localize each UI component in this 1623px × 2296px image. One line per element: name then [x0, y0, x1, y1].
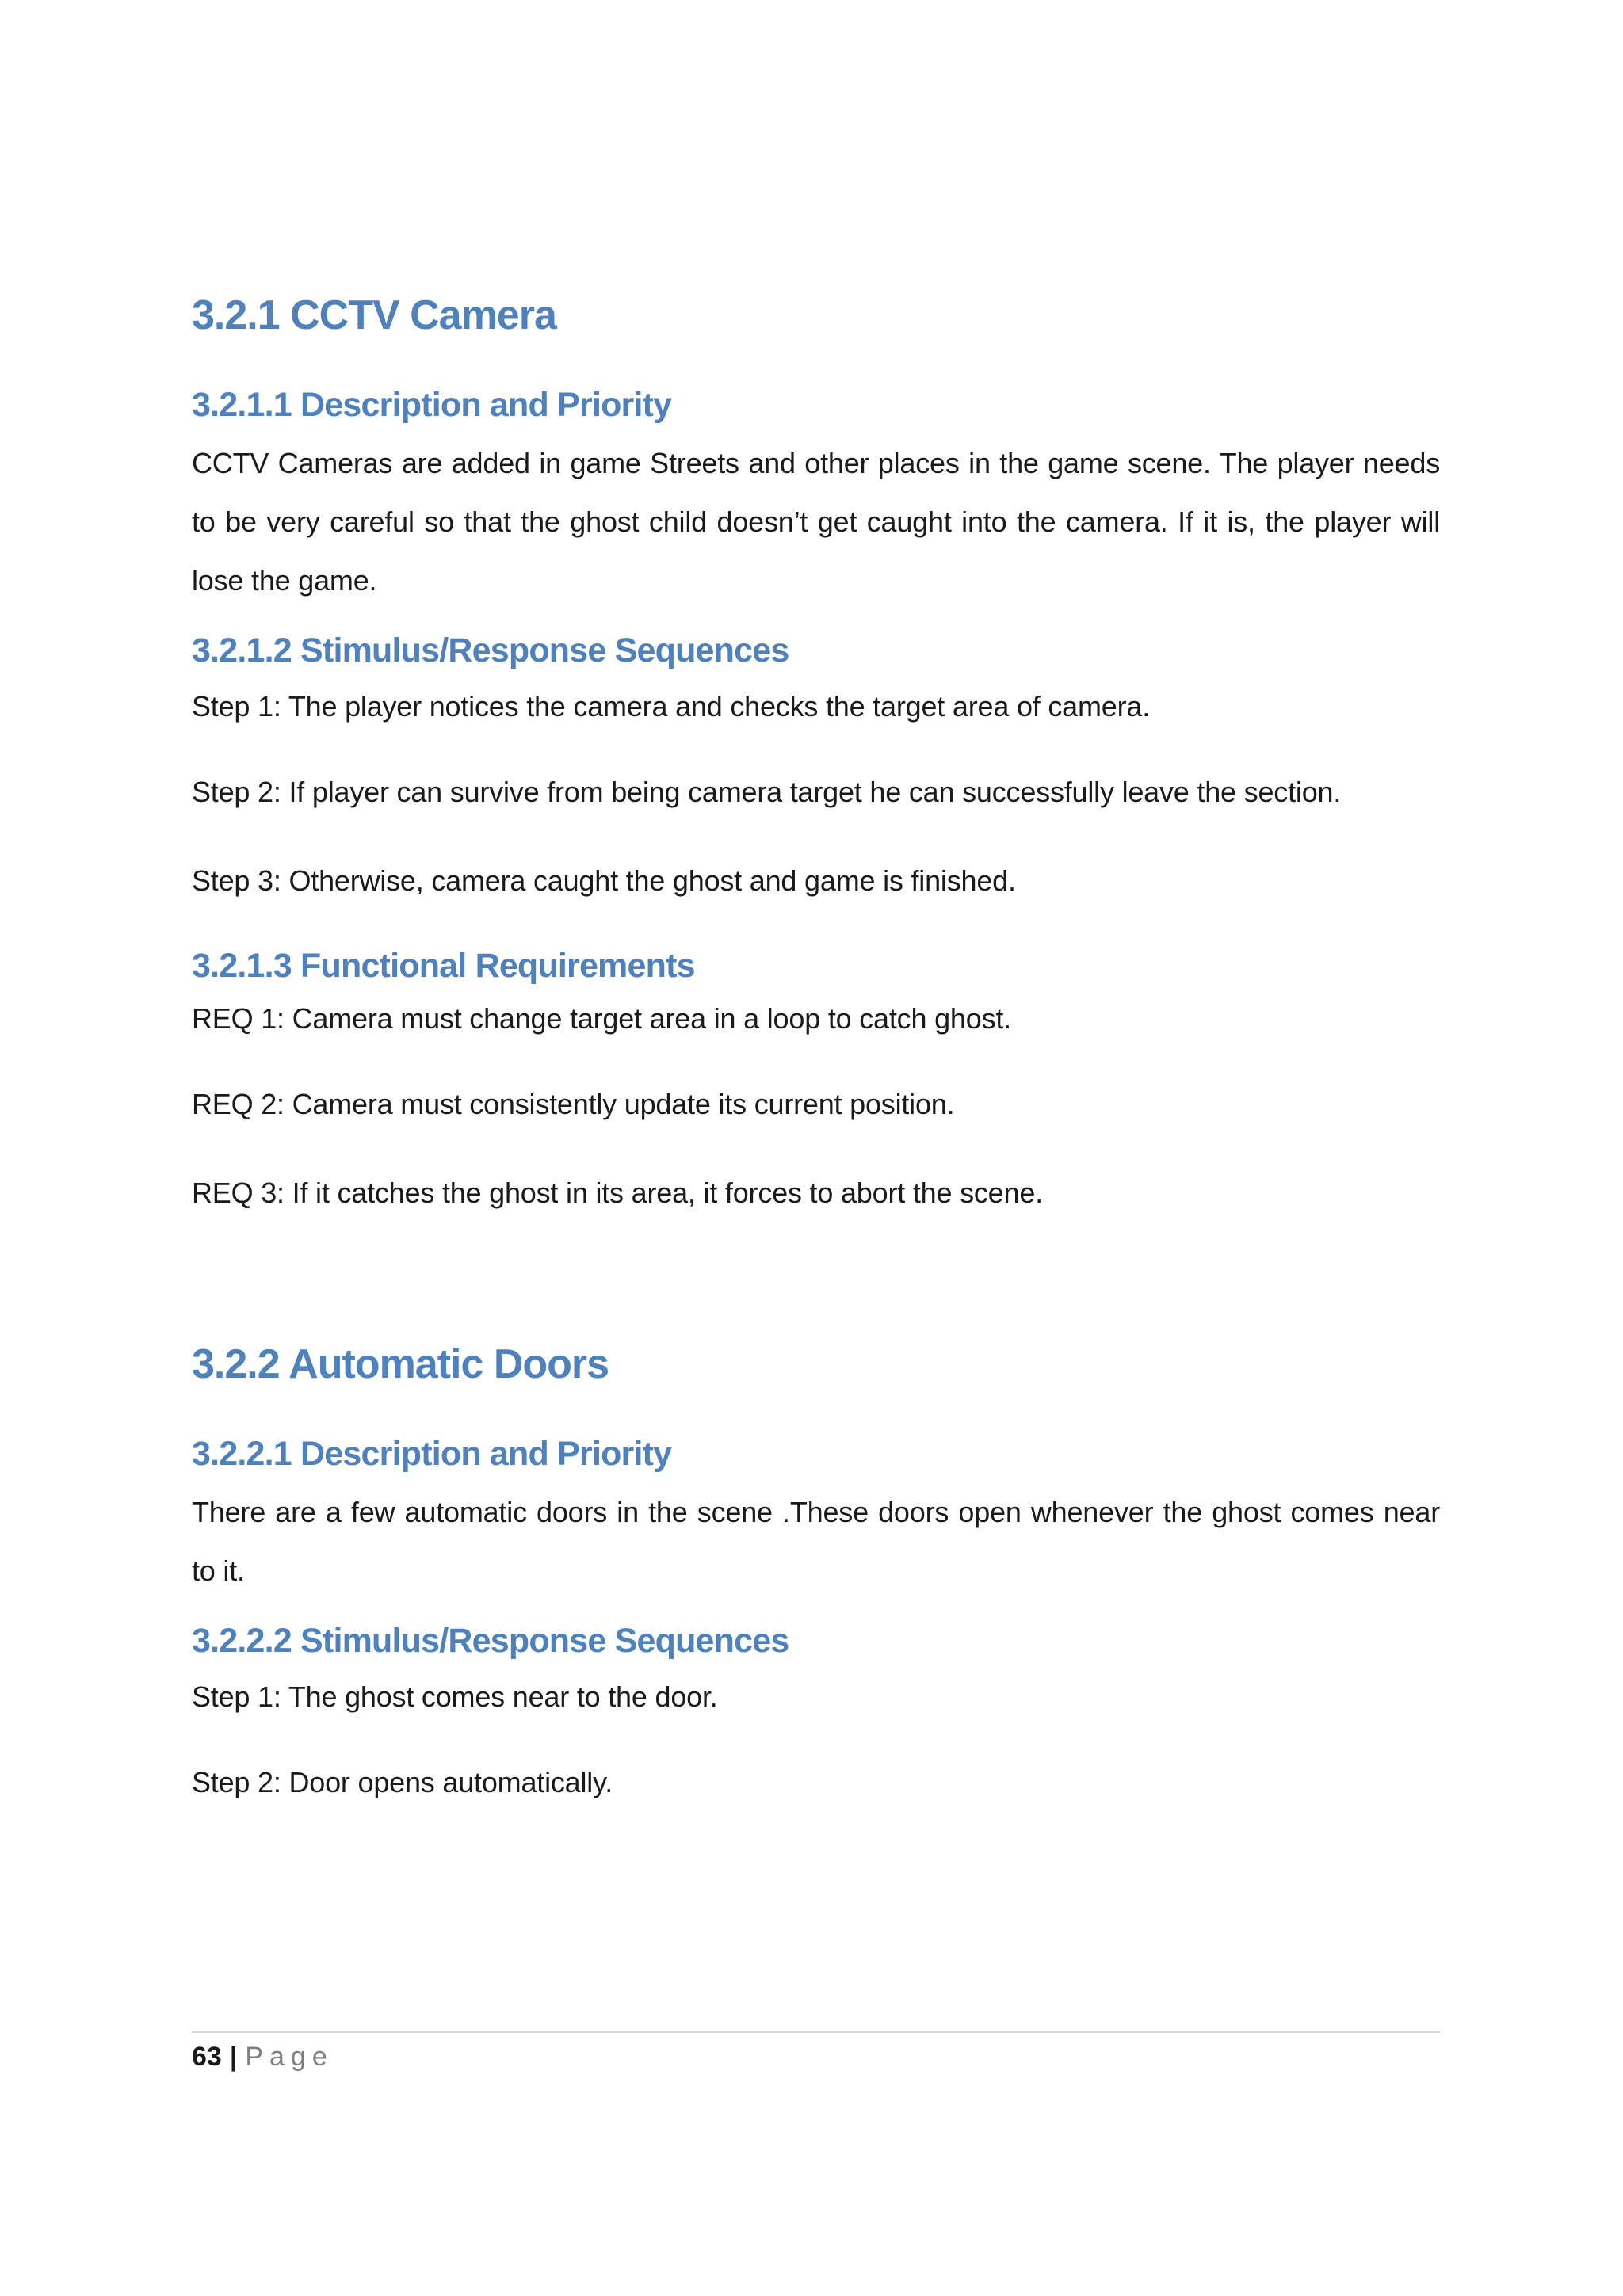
subsection-heading-doors-description: 3.2.2.1 Description and Priority — [192, 1435, 672, 1473]
cctv-req-1: REQ 1: Camera must change target area in a loop to catch ghost. — [192, 1002, 1011, 1035]
doors-description-paragraph: There are a few automatic doors in the scene .These doors open whenever the ghost comes near to it. — [192, 1496, 1440, 1587]
page-footer — [192, 2036, 334, 2077]
cctv-req-3: REQ 3: If it catches the ghost in its area, it forces to abort the scene. — [192, 1177, 1043, 1209]
doors-step-2: Step 2: Door opens automatically. — [192, 1766, 613, 1798]
page-content — [192, 284, 1440, 1803]
page-label: Page — [245, 2042, 334, 2072]
cctv-step-2: Step 2: If player can survive from being camera target he can successfully leave the section. — [192, 776, 1342, 808]
doors-step-1: Step 1: The ghost comes near to the door. — [192, 1680, 718, 1713]
cctv-step-3: Step 3: Otherwise, camera caught the ghost and game is finished. — [192, 864, 1016, 897]
footer-divider — [192, 2031, 1440, 2033]
cctv-req-2: REQ 2: Camera must consistently update its current position. — [192, 1088, 955, 1120]
section-heading-automatic-doors: 3.2.2 Automatic Doors — [192, 1341, 609, 1387]
page-number: 63 — [192, 2042, 222, 2072]
footer-separator: | — [229, 2042, 238, 2072]
cctv-step-1: Step 1: The player notices the camera and checks the target area of camera. — [192, 690, 1151, 723]
subsection-heading-cctv-stimulus: 3.2.1.2 Stimulus/Response Sequences — [192, 631, 789, 669]
section-heading-cctv-camera: 3.2.1 CCTV Camera — [192, 292, 556, 338]
cctv-description-paragraph: CCTV Cameras are added in game Streets and other places in the game scene. The player needs to be very careful so that the ghost child doesn’t get caught into the camera. If it is, the player will lose the game. — [192, 447, 1440, 597]
subsection-heading-doors-stimulus: 3.2.2.2 Stimulus/Response Sequences — [192, 1622, 789, 1660]
subsection-heading-cctv-functional: 3.2.1.3 Functional Requirements — [192, 947, 695, 985]
subsection-heading-cctv-description: 3.2.1.1 Description and Priority — [192, 386, 672, 424]
